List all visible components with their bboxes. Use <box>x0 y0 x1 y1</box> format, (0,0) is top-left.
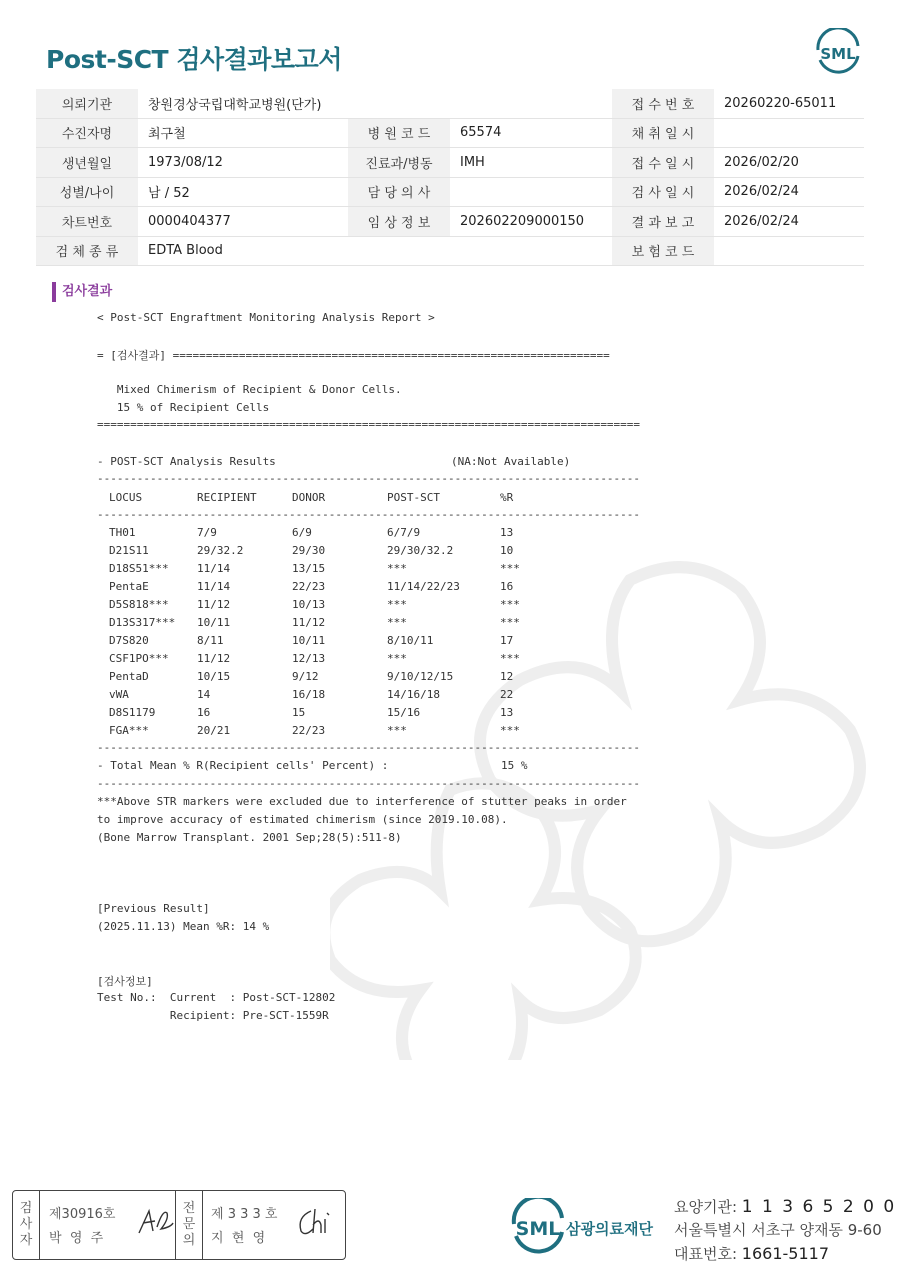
stamp-right-body <box>211 1191 341 1259</box>
page-title: Post-SCT 검사결과보고서 <box>46 45 342 74</box>
table-cell: 6/7/9 <box>387 526 421 539</box>
info-label: 검 체 종 류 <box>36 236 138 266</box>
table-cell: *** <box>387 562 407 575</box>
table-cell: 10/13 <box>292 598 326 611</box>
info-row <box>36 207 864 237</box>
info-label: 임 상 정 보 <box>348 207 450 237</box>
patient-info-table <box>36 89 864 266</box>
info-row <box>36 236 864 266</box>
table-cell: 8/10/11 <box>387 634 434 647</box>
table-cell: 13/15 <box>292 562 326 575</box>
table-cell: *** <box>500 724 520 737</box>
stamp-left-label: 검 사 자 <box>13 1191 40 1259</box>
table-cell: *** <box>500 598 520 611</box>
result-header: = [검사결과] ================================================================== <box>97 349 610 362</box>
table-cell: 9/12 <box>292 670 319 683</box>
table-cell: 14/16/18 <box>387 688 440 701</box>
table-cell: 29/30/32.2 <box>387 544 454 557</box>
table-cell: 13 <box>500 706 514 719</box>
table-cell: FGA*** <box>109 724 149 737</box>
signature-stamp <box>12 1190 346 1260</box>
table-cell: 20/21 <box>197 724 231 737</box>
table-cell: 22/23 <box>292 724 326 737</box>
report-heading: < Post-SCT Engraftment Monitoring Analysis Report > <box>97 311 435 324</box>
previous-result-value: (2025.11.13) Mean %R: 14 % <box>97 920 270 933</box>
info-label: 병 원 코 드 <box>348 118 450 148</box>
table-cell: 10 <box>500 544 514 557</box>
info-label: 차트번호 <box>36 207 138 237</box>
column-header: POST-SCT <box>387 491 440 504</box>
info-value: 남 / 52 <box>138 177 348 207</box>
test-info-title: [검사정보] <box>97 975 153 988</box>
table-cell: D5S818*** <box>109 598 169 611</box>
info-value: 2026/02/20 <box>714 148 864 178</box>
table-cell: vWA <box>109 688 129 701</box>
section-title: 검사결과 <box>52 282 112 302</box>
info-label: 검 사 일 시 <box>612 177 714 207</box>
info-value <box>450 177 612 207</box>
info-value: EDTA Blood <box>138 236 612 266</box>
info-label: 결 과 보 고 <box>612 207 714 237</box>
note-line-2: to improve accuracy of estimated chimerism (since 2019.10.08). <box>97 813 508 826</box>
dash-rule: ---------------------------------------------------------------------------------- <box>97 472 641 485</box>
report-body <box>97 311 641 1022</box>
table-cell: 16 <box>500 580 514 593</box>
column-header: LOCUS <box>109 491 143 504</box>
table-cell: D13S317*** <box>109 616 176 629</box>
column-header: RECIPIENT <box>197 491 257 504</box>
org-phone: 1661-5117 <box>741 1244 830 1263</box>
info-row <box>36 177 864 207</box>
info-label: 접 수 일 시 <box>612 148 714 178</box>
info-value: 20260220-65011 <box>714 89 864 118</box>
table-cell: 12 <box>500 670 514 683</box>
info-value: 0000404377 <box>138 207 348 237</box>
table-cell: 9/10/12/15 <box>387 670 454 683</box>
test-info-line-2: Recipient: Pre-SCT-1559R <box>97 1009 329 1022</box>
info-value: 2026/02/24 <box>714 177 864 207</box>
stamp-right-label: 전 문 의 <box>175 1191 203 1259</box>
total-label: - Total Mean % R(Recipient cells' Percent) : <box>97 759 389 772</box>
org-code-label: 요양기관: <box>674 1198 738 1216</box>
info-label: 성별/나이 <box>36 177 138 207</box>
table-cell: *** <box>500 652 520 665</box>
info-value <box>714 118 864 148</box>
table-cell: 15/16 <box>387 706 421 719</box>
analysis-title: - POST-SCT Analysis Results <box>97 455 276 468</box>
signature-left-icon <box>135 1205 175 1239</box>
table-cell: *** <box>387 598 407 611</box>
info-label: 진료과/병동 <box>348 148 450 178</box>
signature-right-icon <box>295 1205 339 1239</box>
info-value: 202602209000150 <box>450 207 612 237</box>
org-info <box>674 1196 896 1266</box>
table-cell: PentaE <box>109 580 149 593</box>
info-value: 최구철 <box>138 118 348 148</box>
table-cell: D18S51*** <box>109 562 169 575</box>
stamp-left-number: 제30916호 <box>49 1207 116 1222</box>
table-cell: 10/11 <box>197 616 231 629</box>
note-line-3: (Bone Marrow Transplant. 2001 Sep;28(5):511-8) <box>97 831 402 844</box>
test-info-line-1: Test No.: Current : Post-SCT-12802 <box>97 991 336 1004</box>
table-cell: *** <box>387 616 407 629</box>
info-value: 1973/08/12 <box>138 148 348 178</box>
total-value: 15 % <box>501 759 528 772</box>
summary-line-2: 15 % of Recipient Cells <box>97 401 270 414</box>
table-cell: 11/12 <box>197 598 231 611</box>
dash-rule: ---------------------------------------------------------------------------------- <box>97 508 641 521</box>
table-cell: 15 <box>292 706 306 719</box>
info-value: 창원경상국립대학교병원(단가) <box>138 89 612 118</box>
info-label: 접 수 번 호 <box>612 89 714 118</box>
table-cell: *** <box>387 652 407 665</box>
table-cell: 11/14 <box>197 580 231 593</box>
table-cell: TH01 <box>109 526 136 539</box>
table-cell: D8S1179 <box>109 706 156 719</box>
table-cell: 6/9 <box>292 526 312 539</box>
dash-rule: ---------------------------------------------------------------------------------- <box>97 741 641 754</box>
sml-logo-icon <box>508 1198 568 1256</box>
table-cell: 16/18 <box>292 688 326 701</box>
na-note: (NA:Not Available) <box>451 455 571 468</box>
stamp-left-body <box>49 1191 173 1259</box>
svg-text:SML: SML <box>820 45 856 63</box>
stamp-left-name: 박 영 주 <box>49 1231 104 1246</box>
info-value: 65574 <box>450 118 612 148</box>
sml-logo <box>812 28 864 76</box>
table-cell: 12/13 <box>292 652 326 665</box>
table-cell: *** <box>500 562 520 575</box>
svg-text:SML: SML <box>515 1218 561 1240</box>
column-header: DONOR <box>292 491 326 504</box>
dash-rule: ---------------------------------------------------------------------------------- <box>97 777 641 790</box>
info-value: 2026/02/24 <box>714 207 864 237</box>
info-label: 수진자명 <box>36 118 138 148</box>
phone-label: 대표번호: <box>674 1245 738 1263</box>
table-cell: PentaD <box>109 670 149 683</box>
org-name: 삼광의료재단 <box>566 1220 653 1238</box>
summary-line-1: Mixed Chimerism of Recipient & Donor Cells. <box>97 383 402 396</box>
info-label: 의뢰기관 <box>36 89 138 118</box>
info-value: IMH <box>450 148 612 178</box>
info-row <box>36 148 864 178</box>
info-row <box>36 89 864 118</box>
table-cell: 16 <box>197 706 211 719</box>
table-cell: D21S11 <box>109 544 149 557</box>
table-cell: 14 <box>197 688 211 701</box>
stamp-right-name: 지 현 영 <box>211 1231 266 1246</box>
info-label: 생년월일 <box>36 148 138 178</box>
table-cell: 11/12 <box>197 652 231 665</box>
info-label: 채 취 일 시 <box>612 118 714 148</box>
table-cell: 13 <box>500 526 514 539</box>
table-cell: 17 <box>500 634 514 647</box>
column-header: %R <box>500 491 514 504</box>
info-value <box>714 236 864 266</box>
table-cell: *** <box>387 724 407 737</box>
sml-foundation-logo <box>508 1198 668 1258</box>
table-cell: 11/14 <box>197 562 231 575</box>
table-cell: 11/12 <box>292 616 326 629</box>
org-code: 1 1 3 6 5 2 0 0 <box>741 1197 897 1217</box>
table-cell: 7/9 <box>197 526 217 539</box>
previous-result-title: [Previous Result] <box>97 902 210 915</box>
double-rule: ================================================================================== <box>97 418 641 431</box>
table-cell: 29/32.2 <box>197 544 244 557</box>
info-row <box>36 118 864 148</box>
stamp-right-number: 제 3 3 3 호 <box>211 1207 278 1222</box>
info-label: 담 당 의 사 <box>348 177 450 207</box>
table-cell: 29/30 <box>292 544 326 557</box>
table-cell: 11/14/22/23 <box>387 580 460 593</box>
info-label: 보 험 코 드 <box>612 236 714 266</box>
table-cell: 22/23 <box>292 580 326 593</box>
table-cell: *** <box>500 616 520 629</box>
org-address: 서울특별시 서초구 양재동 9-60 <box>674 1221 882 1239</box>
table-cell: 10/15 <box>197 670 231 683</box>
note-line-1: ***Above STR markers were excluded due to interference of stutter peaks in order <box>97 795 627 808</box>
table-cell: 22 <box>500 688 514 701</box>
table-cell: 10/11 <box>292 634 326 647</box>
table-cell: 8/11 <box>197 634 224 647</box>
table-cell: CSF1PO*** <box>109 652 169 665</box>
table-cell: D7S820 <box>109 634 149 647</box>
